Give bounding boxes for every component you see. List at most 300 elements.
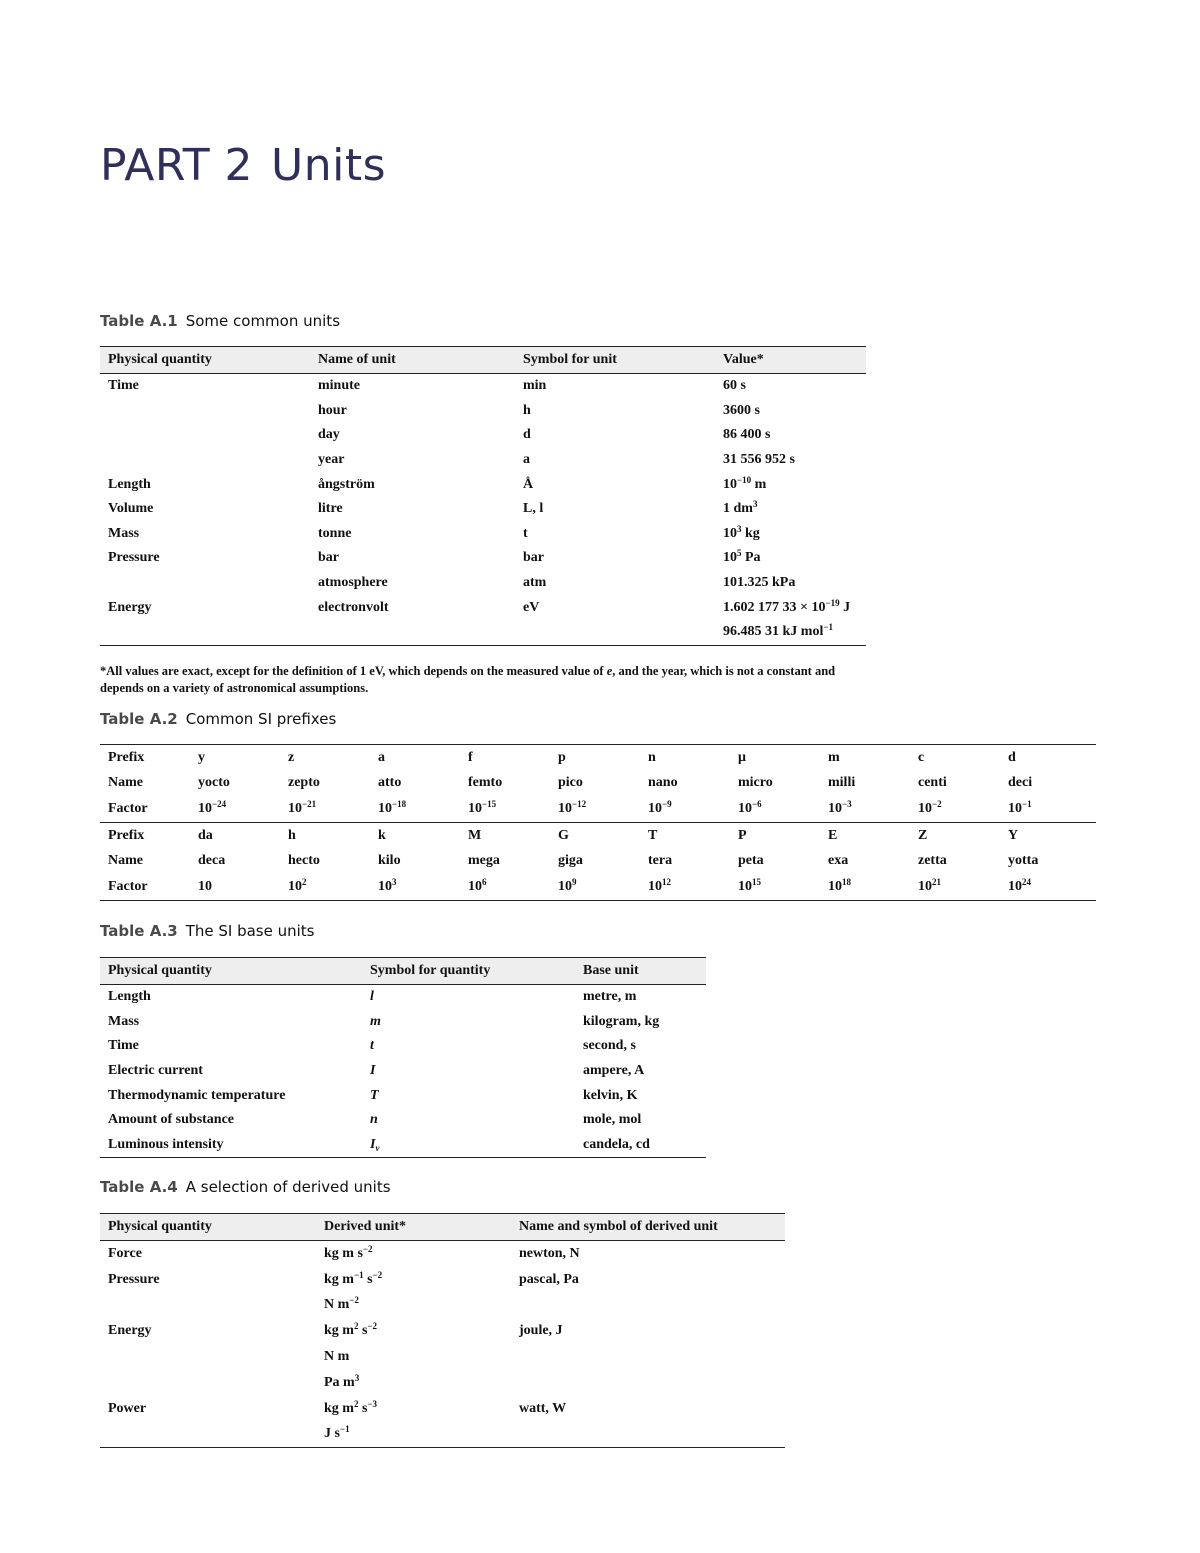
value-text: 31 556 952 s xyxy=(723,452,795,468)
value-exponent: 3 xyxy=(752,499,758,510)
prefix-symbol-cell: P xyxy=(730,822,820,848)
value-text: 1 dm xyxy=(723,501,753,517)
name-row xyxy=(100,771,1096,797)
factor-exponent: 12 xyxy=(662,876,671,887)
derived-unit-name-cell: pascal, Pa xyxy=(519,1271,579,1287)
prefix-factor-cell xyxy=(460,874,550,900)
factor-exponent: 2 xyxy=(302,876,307,887)
derived-unit-cell xyxy=(316,1293,511,1319)
table1-footnote xyxy=(100,663,870,697)
table-row xyxy=(100,1059,706,1084)
prefix-symbol-cell: da xyxy=(190,822,280,848)
physical-quantity-cell xyxy=(100,571,310,596)
table-row xyxy=(100,1318,785,1344)
unit-name-cell: electronvolt xyxy=(318,599,389,615)
derived-unit-base: s xyxy=(358,1323,368,1339)
prefix-name-cell: femto xyxy=(468,775,503,791)
table-row xyxy=(100,1396,785,1422)
prefix-factor-cell xyxy=(1000,796,1096,822)
base-unit-cell: kelvin, K xyxy=(583,1087,638,1103)
derived-unit-cell xyxy=(316,1241,511,1267)
physical-quantity-cell xyxy=(100,423,310,448)
value-unit: m xyxy=(751,476,767,492)
derived-unit-name-cell: newton, N xyxy=(519,1245,580,1261)
physical-quantity-cell: Mass xyxy=(108,525,140,541)
derived-unit-base: Pa m xyxy=(324,1374,355,1390)
quantity-symbol: l xyxy=(370,989,374,1005)
table-row xyxy=(100,1293,785,1319)
derived-unit-cell xyxy=(316,1344,511,1370)
table1-caption-text: Some common units xyxy=(185,312,341,330)
prefix-symbol-cell: T xyxy=(640,822,730,848)
factor-exponent: −6 xyxy=(752,798,762,809)
factor-base: 10 xyxy=(918,800,932,816)
value-unit: kg xyxy=(741,525,760,541)
quantity-symbol-cell xyxy=(362,1010,575,1035)
table1-column-header: Value* xyxy=(715,347,866,374)
unit-name-cell: hour xyxy=(318,402,347,418)
physical-quantity-cell: Pressure xyxy=(108,1271,160,1287)
prefix-name-cell: kilo xyxy=(378,853,401,869)
factor-exponent: 18 xyxy=(842,876,851,887)
derived-unit-exponent: −1 xyxy=(339,1424,350,1435)
table-row xyxy=(100,1267,785,1293)
prefix-factor-cell xyxy=(640,874,730,900)
prefix-factor-cell xyxy=(730,874,820,900)
table-row xyxy=(100,546,866,571)
factor-row xyxy=(100,874,1096,900)
factor-base: 10 xyxy=(1008,878,1022,894)
factor-base: 10 xyxy=(288,800,302,816)
table-row xyxy=(100,1422,785,1448)
factor-row xyxy=(100,796,1096,822)
unit-name-cell: day xyxy=(318,427,340,443)
physical-quantity-cell: Power xyxy=(108,1400,147,1416)
prefix-factor-cell xyxy=(190,796,280,822)
prefix-factor-cell xyxy=(550,874,640,900)
prefix-symbol-cell: μ xyxy=(730,745,820,771)
table2-caption xyxy=(100,710,336,728)
unit-symbol-cell: atm xyxy=(523,575,547,591)
row-label-name: Name xyxy=(108,775,143,791)
table-row xyxy=(100,374,866,399)
quantity-symbol-cell xyxy=(362,985,575,1010)
prefix-symbol-cell: y xyxy=(190,745,280,771)
unit-value-cell xyxy=(715,399,866,424)
prefix-name-cell: centi xyxy=(918,775,947,791)
table2-body xyxy=(100,745,1096,901)
table4-column-header: Physical quantity xyxy=(100,1214,316,1241)
table1-header-row xyxy=(100,347,866,374)
table4-caption xyxy=(100,1178,391,1196)
derived-unit-base: kg m xyxy=(324,1271,354,1287)
table-row xyxy=(100,620,866,645)
value-text: 10 xyxy=(723,476,737,492)
table1-column-header: Name of unit xyxy=(310,347,515,374)
table-si-base-units xyxy=(100,957,706,1158)
prefix-symbol-cell: M xyxy=(460,822,550,848)
table3-caption xyxy=(100,922,315,940)
table2-label: Table A.2 xyxy=(100,710,178,728)
table2-caption-text: Common SI prefixes xyxy=(185,710,337,728)
prefix-factor-cell xyxy=(730,796,820,822)
quantity-symbol: I xyxy=(370,1136,376,1152)
prefix-name-cell: deca xyxy=(198,853,226,869)
prefix-factor-cell xyxy=(820,874,910,900)
table4-column-header: Name and symbol of derived unit xyxy=(511,1214,785,1241)
prefix-name-cell: giga xyxy=(558,853,583,869)
value-text: 10 xyxy=(723,550,737,566)
prefix-symbol-cell: Y xyxy=(1000,822,1096,848)
quantity-symbol-subscript: v xyxy=(375,1142,380,1153)
derived-unit-base: N m xyxy=(324,1349,350,1365)
derived-unit-base: s xyxy=(358,1400,368,1416)
unit-value-cell xyxy=(715,497,866,522)
table4-header-row xyxy=(100,1214,785,1241)
prefix-symbol-cell: E xyxy=(820,822,910,848)
factor-base: 10 xyxy=(1008,800,1022,816)
prefix-factor-cell xyxy=(460,796,550,822)
physical-quantity-cell xyxy=(100,1344,316,1370)
physical-quantity-cell xyxy=(100,399,310,424)
prefix-factor-cell xyxy=(370,874,460,900)
table3-column-header: Physical quantity xyxy=(100,958,362,985)
factor-base: 10 xyxy=(468,878,482,894)
table4-caption-text: A selection of derived units xyxy=(185,1178,391,1196)
prefix-name-cell: yocto xyxy=(198,775,230,791)
quantity-symbol: m xyxy=(370,1013,381,1029)
derived-unit-name-cell xyxy=(511,1344,785,1370)
value-text: 3600 s xyxy=(723,402,760,418)
table1-label: Table A.1 xyxy=(100,312,178,330)
base-unit-cell: second, s xyxy=(583,1038,636,1054)
physical-quantity-cell: Energy xyxy=(108,1323,152,1339)
unit-symbol-cell: d xyxy=(523,427,531,443)
value-text: 86 400 s xyxy=(723,427,771,443)
table4-body xyxy=(100,1241,785,1448)
footnote-text-start: *All values are exact, except for the definition of 1 eV, which depends on the measured value of xyxy=(100,664,607,678)
base-unit-cell: candela, cd xyxy=(575,1133,706,1158)
value-unit: J xyxy=(839,599,851,615)
physical-quantity-cell: Electric current xyxy=(108,1063,203,1079)
table-row xyxy=(100,497,866,522)
table-row xyxy=(100,472,866,497)
table-row xyxy=(100,1344,785,1370)
prefix-symbol-cell: h xyxy=(280,822,370,848)
prefix-name-cell: tera xyxy=(648,853,673,869)
unit-name-cell: bar xyxy=(318,550,339,566)
value-exponent: 5 xyxy=(737,548,742,559)
value-text: 1.602 177 33 × 10 xyxy=(723,599,826,615)
base-unit-cell: mole, mol xyxy=(583,1112,642,1128)
unit-symbol-cell: t xyxy=(523,525,528,541)
quantity-symbol-cell xyxy=(362,1083,575,1108)
quantity-symbol: n xyxy=(370,1112,378,1128)
physical-quantity-cell: Amount of substance xyxy=(108,1112,235,1128)
factor-base: 10 xyxy=(198,800,212,816)
row-label-prefix: Prefix xyxy=(100,745,190,771)
prefix-row xyxy=(100,822,1096,848)
unit-value-cell xyxy=(715,374,866,399)
derived-unit-exponent: −1 xyxy=(353,1269,364,1280)
table1-header xyxy=(100,347,866,374)
prefix-symbol-cell: z xyxy=(280,745,370,771)
physical-quantity-cell xyxy=(100,620,310,645)
factor-base: 10 xyxy=(828,878,842,894)
part-number: PART 2 xyxy=(100,140,254,191)
factor-exponent: 24 xyxy=(1022,876,1031,887)
quantity-symbol-cell xyxy=(362,1034,575,1059)
factor-base: 10 xyxy=(648,878,662,894)
table-row xyxy=(100,448,866,473)
unit-value-cell xyxy=(715,595,866,620)
quantity-symbol-cell xyxy=(362,1133,575,1158)
table-row xyxy=(100,595,866,620)
factor-base: 10 xyxy=(198,878,212,894)
prefix-name-cell: yotta xyxy=(1008,853,1039,869)
prefix-symbol-cell: Z xyxy=(910,822,1000,848)
prefix-factor-cell xyxy=(820,796,910,822)
factor-exponent: −1 xyxy=(1022,798,1032,809)
quantity-symbol: I xyxy=(370,1063,376,1079)
value-exponent: 3 xyxy=(737,523,742,534)
physical-quantity-cell: Pressure xyxy=(108,550,160,566)
prefix-name-cell: micro xyxy=(738,775,773,791)
table3-label: Table A.3 xyxy=(100,922,178,940)
prefix-name-cell: mega xyxy=(468,853,500,869)
unit-name-cell: litre xyxy=(318,501,343,517)
prefix-symbol-cell: G xyxy=(550,822,640,848)
factor-exponent: 21 xyxy=(932,876,941,887)
unit-value-cell xyxy=(715,546,866,571)
row-label-factor: Factor xyxy=(108,800,148,816)
prefix-name-cell: hecto xyxy=(288,853,320,869)
row-label-name: Name xyxy=(108,853,143,869)
quantity-symbol: T xyxy=(370,1087,379,1103)
prefix-factor-cell xyxy=(370,796,460,822)
physical-quantity-cell: Length xyxy=(108,476,151,492)
row-label-factor: Factor xyxy=(100,874,190,900)
derived-unit-exponent: 3 xyxy=(354,1372,360,1383)
unit-symbol-cell: a xyxy=(523,452,530,468)
prefix-name-cell: zepto xyxy=(288,775,320,791)
table3-column-header: Base unit xyxy=(575,958,706,985)
unit-symbol-cell: Å xyxy=(523,476,534,492)
value-text: 60 s xyxy=(723,378,746,394)
part-name: Units xyxy=(271,140,387,191)
prefix-name-cell: exa xyxy=(828,853,849,869)
derived-unit-exponent: −2 xyxy=(367,1321,378,1332)
derived-unit-name-cell xyxy=(511,1370,785,1396)
derived-unit-base: kg m s xyxy=(324,1245,363,1261)
prefix-factor-cell xyxy=(280,796,370,822)
prefix-name-cell: zetta xyxy=(918,853,947,869)
derived-unit-name-cell: joule, J xyxy=(519,1323,563,1339)
derived-unit-cell xyxy=(316,1396,511,1422)
table1-caption xyxy=(100,312,340,330)
unit-name-cell: tonne xyxy=(318,525,352,541)
unit-name-cell: minute xyxy=(318,378,360,394)
prefix-symbol-cell: k xyxy=(370,822,460,848)
factor-base: 10 xyxy=(828,800,842,816)
prefix-name-cell: atto xyxy=(378,775,402,791)
derived-unit-base: N m xyxy=(324,1297,350,1313)
derived-unit-exponent: 2 xyxy=(353,1398,359,1409)
factor-base: 10 xyxy=(738,878,752,894)
derived-unit-exponent: −2 xyxy=(349,1295,359,1306)
table-row xyxy=(100,423,866,448)
unit-name-cell: ångström xyxy=(318,476,375,492)
value-exponent: −1 xyxy=(823,622,833,633)
derived-unit-base: kg m xyxy=(324,1400,354,1416)
table-row xyxy=(100,985,706,1010)
physical-quantity-cell: Volume xyxy=(108,501,154,517)
table4-label: Table A.4 xyxy=(100,1178,178,1196)
derived-unit-name-cell xyxy=(511,1293,785,1319)
value-text: 101.325 kPa xyxy=(723,575,796,591)
value-unit: Pa xyxy=(741,550,761,566)
base-unit-cell: ampere, A xyxy=(583,1063,645,1079)
prefix-factor-cell xyxy=(910,874,1000,900)
derived-unit-cell xyxy=(316,1422,511,1448)
factor-exponent: 6 xyxy=(482,876,487,887)
prefix-factor-cell xyxy=(190,874,280,900)
prefix-factor-cell xyxy=(550,796,640,822)
derived-unit-exponent: −2 xyxy=(372,1269,383,1280)
factor-base: 10 xyxy=(738,800,752,816)
physical-quantity-cell: Mass xyxy=(108,1013,140,1029)
factor-exponent: −21 xyxy=(302,798,317,809)
part-title xyxy=(100,140,386,191)
factor-base: 10 xyxy=(378,800,392,816)
table-row xyxy=(100,1034,706,1059)
base-unit-cell: kilogram, kg xyxy=(583,1013,660,1029)
derived-unit-base: J s xyxy=(324,1426,340,1442)
table-si-prefixes xyxy=(100,744,1096,901)
unit-value-cell xyxy=(715,472,866,497)
factor-base: 10 xyxy=(468,800,482,816)
factor-base: 10 xyxy=(918,878,932,894)
derived-unit-cell xyxy=(316,1318,511,1344)
derived-unit-base: s xyxy=(363,1271,373,1287)
unit-value-cell xyxy=(715,620,866,645)
footnote-text-end: , and the year, which is not a constant and depends on a variety of astronomical assumptions. xyxy=(100,664,836,695)
prefix-symbol-cell: m xyxy=(820,745,910,771)
table-row xyxy=(100,522,866,547)
factor-base: 10 xyxy=(558,800,572,816)
table-row xyxy=(100,1133,706,1158)
value-exponent: −10 xyxy=(737,474,752,485)
prefix-name-cell: deci xyxy=(1008,775,1033,791)
prefix-symbol-cell: c xyxy=(910,745,1000,771)
unit-name-cell xyxy=(310,620,515,645)
prefix-factor-cell xyxy=(640,796,730,822)
derived-unit-exponent: 2 xyxy=(353,1321,359,1332)
table3-header xyxy=(100,958,706,985)
factor-base: 10 xyxy=(378,878,392,894)
unit-symbol-cell: L, l xyxy=(523,501,544,517)
prefix-name-cell: nano xyxy=(648,775,678,791)
unit-symbol-cell: min xyxy=(523,378,547,394)
factor-exponent: 15 xyxy=(752,876,761,887)
physical-quantity-cell: Time xyxy=(108,1038,139,1054)
table-row xyxy=(100,1108,706,1133)
factor-exponent: −12 xyxy=(572,798,587,809)
row-label-prefix: Prefix xyxy=(100,822,190,848)
table3-caption-text: The SI base units xyxy=(185,922,315,940)
value-exponent: −19 xyxy=(825,597,840,608)
unit-value-cell xyxy=(715,522,866,547)
base-unit-cell: metre, m xyxy=(583,989,637,1005)
prefix-factor-cell xyxy=(280,874,370,900)
derived-unit-name-cell xyxy=(511,1422,785,1448)
physical-quantity-cell: Force xyxy=(108,1245,142,1261)
factor-exponent: −9 xyxy=(662,798,672,809)
quantity-symbol-cell xyxy=(362,1059,575,1084)
derived-unit-cell xyxy=(316,1370,511,1396)
physical-quantity-cell: Luminous intensity xyxy=(100,1133,362,1158)
table-row xyxy=(100,1083,706,1108)
derived-unit-cell xyxy=(316,1267,511,1293)
physical-quantity-cell xyxy=(100,1370,316,1396)
unit-value-cell xyxy=(715,448,866,473)
physical-quantity-cell xyxy=(100,1293,316,1319)
factor-exponent: −3 xyxy=(842,798,852,809)
table-row xyxy=(100,1241,785,1267)
footnote-symbol-e: e xyxy=(606,664,613,678)
table-row xyxy=(100,1010,706,1035)
factor-exponent: −2 xyxy=(932,798,942,809)
unit-symbol-cell: h xyxy=(523,402,531,418)
prefix-name-cell: milli xyxy=(828,775,856,791)
table-row xyxy=(100,399,866,424)
table1-column-header: Physical quantity xyxy=(100,347,310,374)
unit-symbol-cell: bar xyxy=(523,550,544,566)
table3-column-header: Symbol for quantity xyxy=(362,958,575,985)
table-common-units xyxy=(100,346,866,646)
prefix-name-cell: pico xyxy=(558,775,583,791)
factor-base: 10 xyxy=(288,878,302,894)
unit-name-cell: atmosphere xyxy=(318,575,388,591)
physical-quantity-cell: Thermodynamic temperature xyxy=(108,1087,286,1103)
unit-symbol-cell xyxy=(515,620,715,645)
physical-quantity-cell: Time xyxy=(108,378,139,394)
unit-name-cell: year xyxy=(318,452,345,468)
prefix-name-cell: peta xyxy=(738,853,764,869)
quantity-symbol: t xyxy=(370,1038,374,1054)
physical-quantity-cell xyxy=(100,448,310,473)
factor-base: 10 xyxy=(558,878,572,894)
prefix-row xyxy=(100,745,1096,771)
table-row xyxy=(100,1370,785,1396)
table4-column-header: Derived unit* xyxy=(316,1214,511,1241)
value-text: 10 xyxy=(723,525,737,541)
factor-base: 10 xyxy=(648,800,662,816)
physical-quantity-cell: Length xyxy=(108,989,151,1005)
factor-exponent: 3 xyxy=(392,876,397,887)
physical-quantity-cell: Energy xyxy=(108,599,152,615)
derived-unit-name-cell: watt, W xyxy=(519,1400,567,1416)
prefix-symbol-cell: n xyxy=(640,745,730,771)
unit-value-cell xyxy=(715,571,866,596)
prefix-factor-cell xyxy=(1000,874,1096,900)
unit-value-cell xyxy=(715,423,866,448)
factor-exponent: −15 xyxy=(482,798,497,809)
factor-exponent: −18 xyxy=(392,798,407,809)
physical-quantity-cell xyxy=(100,1422,316,1448)
quantity-symbol-cell xyxy=(362,1108,575,1133)
prefix-factor-cell xyxy=(910,796,1000,822)
